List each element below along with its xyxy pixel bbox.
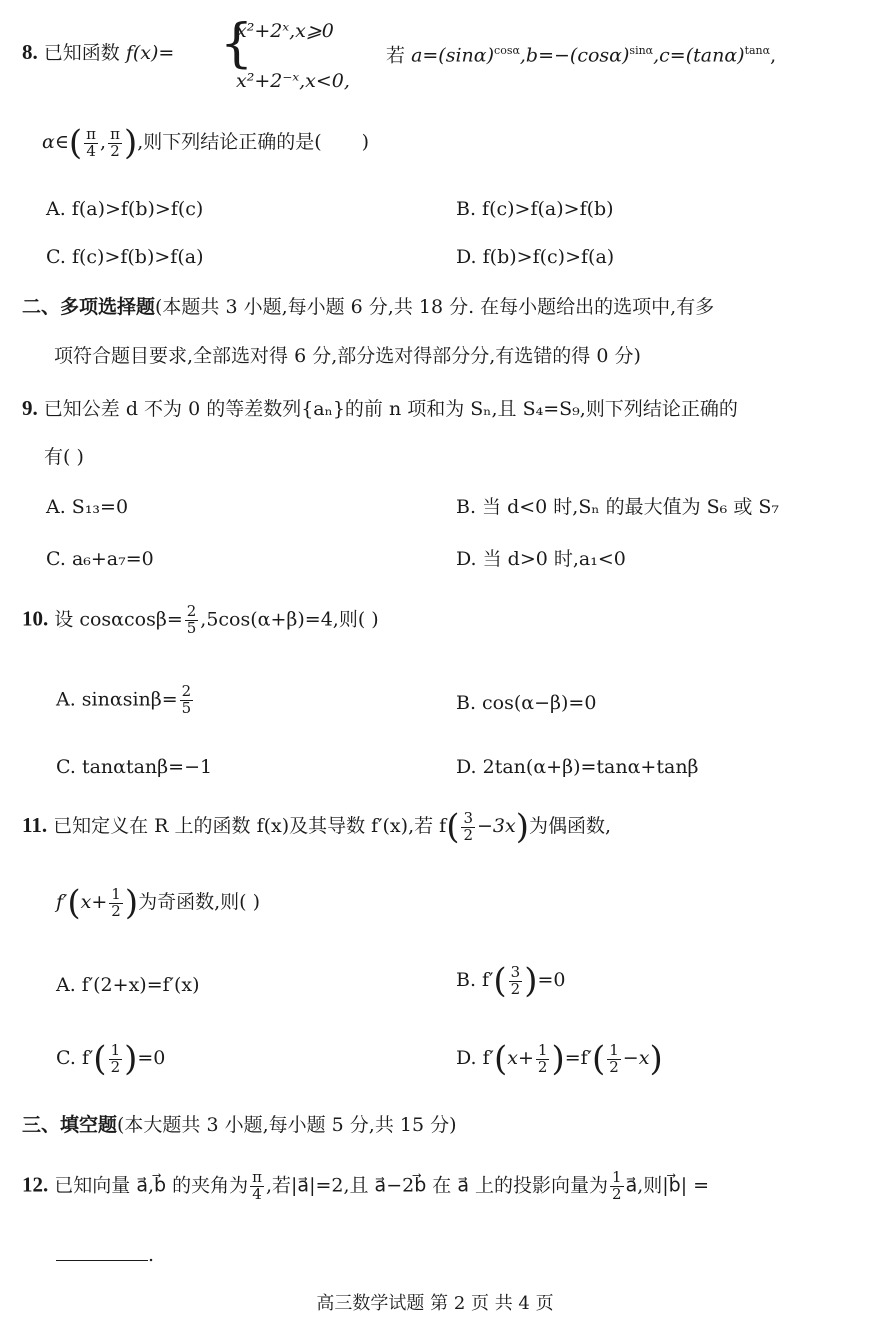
q11-option-c: C. f′( $\frac{1}{2}$ )=0 [56, 1039, 166, 1079]
q10-stem-a: 设 cosαcosβ= [54, 608, 183, 631]
q9-stem1: 已知公差 d 不为 0 的等差数列{aₙ}的前 n 项和为 Sₙ,且 S₄=S₉,则下列结论正确的 [43, 398, 738, 420]
q8-a-def: a=(sinα) [411, 44, 495, 67]
q8-alpha-in: α∈ [42, 131, 69, 153]
section2-desc1: (本题共 3 小题,每小题 6 分,共 18 分. 在每小题给出的选项中,有多 [155, 296, 715, 318]
q8-b-def: ,b=−(cosα) [519, 44, 630, 67]
section3-title: 三、填空题 [22, 1114, 118, 1136]
section2-header [22, 296, 714, 319]
q8-conditions [386, 44, 776, 67]
q8-number: 8. [22, 40, 38, 64]
q9-number: 9. [22, 396, 38, 420]
q12-line1 [22, 1170, 709, 1203]
q10-option-d: D. 2tan(α+β)=tanα+tanβ [456, 756, 699, 778]
q8-ruo: 若 [386, 44, 406, 67]
q10-option-a: A. sinαsinβ= $\frac{2}{5}$ [56, 682, 192, 717]
section2-desc2: 项符合题目要求,全部选对得 6 分,部分选对得部分分,有选错的得 0 分) [54, 345, 641, 367]
q9-stem2: 有( ) [44, 446, 84, 468]
q10-option-b: B. cos(α−β)=0 [456, 692, 597, 714]
q11-option-d: D. f′(x+ $\frac{1}{2}$ )=f′( $\frac{1}{2}$ −x) [456, 1039, 663, 1079]
q11-line1: 11. 已知定义在 R 上的函数 f(x)及其导数 f′(x),若 f( $\frac{3}{2}$ −3x)为偶函数, [22, 807, 612, 847]
q8-line2: α∈( $\frac{\pi}{4}$ , $\frac{\pi}{2}$ ),则下列结论正确的是( ) [42, 123, 370, 163]
q9-option-d: D. 当 d>0 时,a₁<0 [456, 548, 626, 570]
q11-stem-a: 已知定义在 R 上的函数 f(x)及其导数 f′(x),若 f [53, 815, 447, 837]
section3-desc: (本大题共 3 小题,每小题 5 分,共 15 分) [117, 1114, 457, 1136]
q8-b-exp: sinα [629, 44, 654, 57]
q8-a-exp: cosα [494, 44, 520, 57]
q8-option-c: C. f(c)>f(b)>f(a) [46, 246, 204, 268]
q12-frac-1-2: $\frac{1}{2}$ [612, 1168, 622, 1203]
q8-intro: 已知函数 [43, 42, 120, 64]
section3-header [22, 1114, 457, 1137]
q12-answer-line: . [56, 1244, 154, 1267]
q9-option-a: A. S₁₃=0 [46, 496, 129, 518]
q11-option-a: A. f′(2+x)=f′(x) [56, 974, 200, 996]
q11-stem-b: 为偶函数, [529, 815, 612, 837]
q11-number: 11. [22, 813, 48, 837]
q11-line2: f′(x+ $\frac{1}{2}$ )为奇函数,则( ) [56, 883, 260, 923]
q11-frac-1-2: $\frac{1}{2}$ [111, 884, 121, 920]
q12-number: 12. [22, 1172, 49, 1197]
q12-blank[interactable] [56, 1246, 148, 1261]
q8-fx: f(x)= [125, 42, 175, 64]
q12-stem-a: 已知向量 a⃗,b⃗ 的夹角为 [54, 1174, 249, 1197]
q8-case2: x²+2⁻ˣ,x<0, [236, 70, 350, 92]
q9-option-b: B. 当 d<0 时,Sₙ 的最大值为 S₆ 或 S₇ [456, 496, 779, 518]
q8-brace: { [220, 14, 254, 74]
q8-ask: ,则下列结论正确的是( [137, 131, 322, 153]
q8-c-exp: tanα [744, 44, 771, 57]
q10-option-a-frac: $\frac{2}{5}$ [181, 682, 192, 717]
q8-option-b: B. f(c)>f(a)>f(b) [456, 198, 614, 220]
q9-line1 [22, 396, 738, 421]
q8-frac-pi4: $\frac{\pi}{4}$ [86, 124, 97, 160]
q10-number: 10. [22, 606, 49, 631]
q8-option-d: D. f(b)>f(c)>f(a) [456, 246, 615, 268]
q10-stem-b: ,5cos(α+β)=4,则( ) [200, 608, 379, 631]
q12-stem-b: ,若|a⃗|=2,且 a⃗−2b⃗ 在 a⃗ 上的投影向量为 [265, 1174, 609, 1197]
q8-line1 [22, 40, 174, 65]
q11-line2-b: 为奇函数,则( ) [138, 891, 260, 913]
q8-option-a: A. f(a)>f(b)>f(c) [46, 198, 204, 220]
q8-c-def: ,c=(tanα) [653, 44, 745, 67]
q11-option-b: B. f′( $\frac{3}{2}$ )=0 [456, 961, 566, 1001]
q10-option-c: C. tanαtanβ=−1 [56, 756, 213, 778]
q10-frac-2-5: $\frac{2}{5}$ [186, 602, 197, 637]
q12-stem-c: a⃗,则|b⃗| = [625, 1174, 710, 1197]
q12-frac-pi4: $\frac{\pi}{4}$ [252, 1168, 262, 1203]
page-footer: 高三数学试题 第 2 页 共 4 页 [316, 1293, 554, 1314]
q8-frac-pi2: $\frac{\pi}{2}$ [110, 124, 120, 160]
q8-case1: x²+2ˣ,x⩾0 [236, 20, 334, 42]
q8-c-tail: , [770, 44, 777, 67]
q11-frac-3-2: $\frac{3}{2}$ [463, 808, 473, 844]
q10-line1 [22, 604, 379, 637]
section2-title: 二、多项选择题 [22, 296, 156, 318]
q9-option-c: C. a₆+a₇=0 [46, 548, 154, 570]
